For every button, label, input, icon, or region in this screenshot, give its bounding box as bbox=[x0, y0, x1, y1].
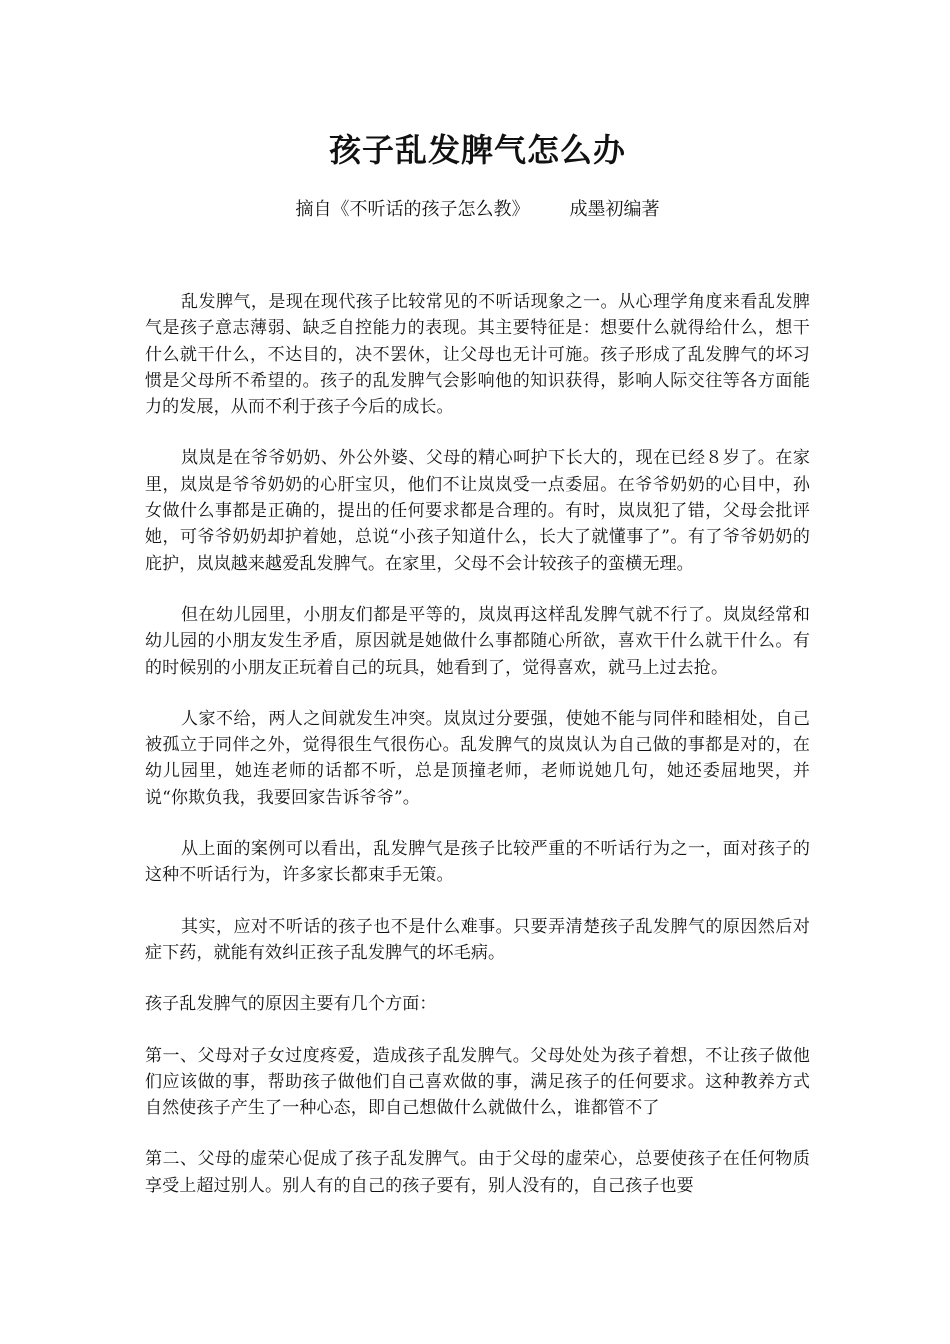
paragraph-5: 从上面的案例可以看出，乱发脾气是孩子比较严重的不听话行为之一，面对孩子的这种不听话行为，许多家长都束手无策。 bbox=[145, 839, 810, 886]
paragraph-7: 孩子乱发脾气的原因主要有几个方面： bbox=[145, 994, 437, 1015]
paragraph-9: 第二、父母的虚荣心促成了孩子乱发脾气。由于父母的虚荣心，总要使孩子在任何物质享受上超过别人。别人有的自己的孩子要有，别人没有的，自己孩子也要 bbox=[145, 1149, 810, 1196]
paragraph-8: 第一、父母对子女过度疼爱，造成孩子乱发脾气。父母处处为孩子着想，不让孩子做他们应该做的事，帮助孩子做他们自己喜欢做的事，满足孩子的任何要求。这种教养方式自然使孩子产生了一种心态，即自己想做什么就做什么，谁都管不了 bbox=[145, 1045, 810, 1119]
document-source bbox=[145, 197, 810, 223]
document-body bbox=[145, 289, 810, 1224]
source-author: 成墨初编著 bbox=[569, 199, 660, 220]
paragraph-6: 其实，应对不听话的孩子也不是什么难事。只要弄清楚孩子乱发脾气的原因然后对症下药，就能有效纠正孩子乱发脾气的坏毛病。 bbox=[145, 916, 810, 963]
document-title: 孩子乱发脾气怎么办 bbox=[328, 131, 626, 169]
source-book: 摘自《不听话的孩子怎么教》 bbox=[295, 199, 530, 220]
paragraph-1: 乱发脾气，是现在现代孩子比较常见的不听话现象之一。从心理学角度来看乱发脾气是孩子意志薄弱、缺乏自控能力的表现。其主要特征是：想要什么就得给什么，想干什么就干什么，不达目的，决不罢休，让父母也无计可施。孩子形成了乱发脾气的坏习惯是父母所不希望的。孩子的乱发脾气会影响他的知识获得，影响人际交往等各方面能力的发展，从而不利于孩子今后的成长。 bbox=[145, 292, 810, 418]
paragraph-2: 岚岚是在爷爷奶奶、外公外婆、父母的精心呵护下长大的，现在已经８岁了。在家里，岚岚是爷爷奶奶的心肝宝贝，他们不让岚岚受一点委屈。在爷爷奶奶的心目中，孙女做什么事都是正确的，提出的任何要求都是合理的。有时，岚岚犯了错，父母会批评她，可爷爷奶奶却护着她，总说“小孩子知道什么，长大了就懂事了”。有了爷爷奶奶的庇护，岚岚越来越爱乱发脾气。在家里，父母不会计较孩子的蛮横无理。 bbox=[145, 448, 810, 574]
paragraph-3: 但在幼儿园里，小朋友们都是平等的，岚岚再这样乱发脾气就不行了。岚岚经常和幼儿园的小朋友发生矛盾，原因就是她做什么事都随心所欲，喜欢干什么就干什么。有的时候别的小朋友正玩着自己的玩具，她看到了，觉得喜欢，就马上过去抢。 bbox=[145, 604, 810, 678]
paragraph-4: 人家不给，两人之间就发生冲突。岚岚过分要强，使她不能与同伴和睦相处，自己被孤立于同伴之外，觉得很生气很伤心。乱发脾气的岚岚认为自己做的事都是对的，在幼儿园里，她连老师的话都不听，总是顶撞老师，老师说她几句，她还委屈地哭，并说“你欺负我，我要回家告诉爷爷”。 bbox=[145, 708, 810, 808]
